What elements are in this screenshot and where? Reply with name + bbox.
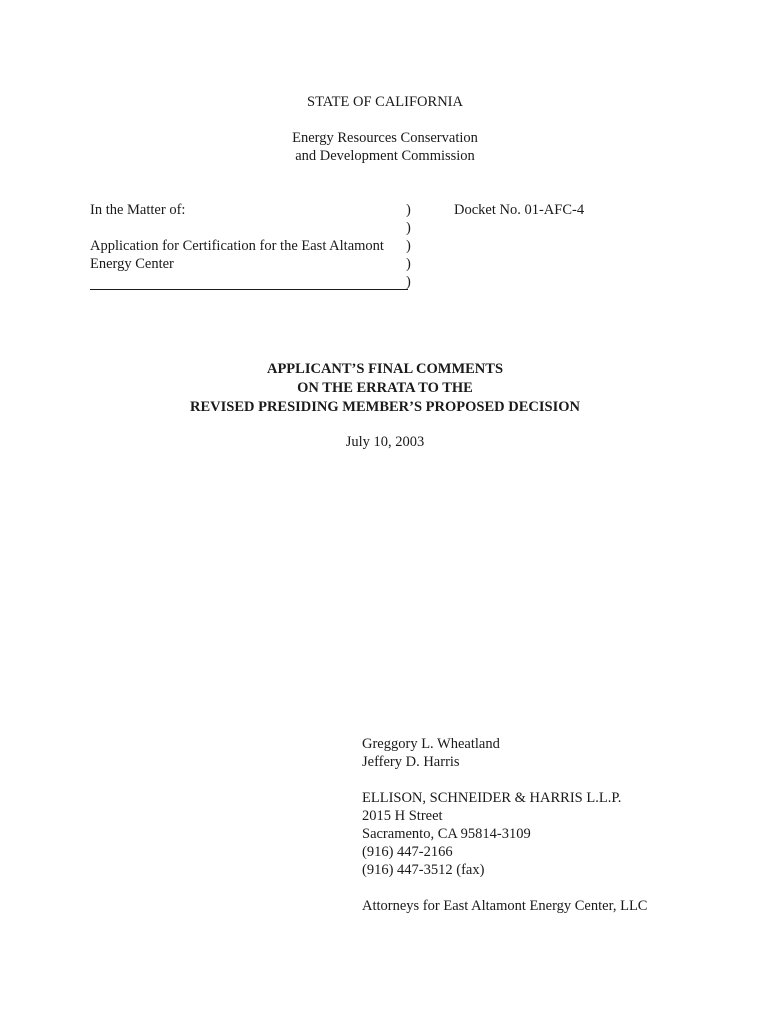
matter-line-1: Application for Certification for the East Altamont <box>90 238 384 254</box>
fax-number: (916) 447-3512 (fax) <box>362 862 485 878</box>
attorney-name: Jeffery D. Harris <box>362 754 460 770</box>
state-heading: STATE OF CALIFORNIA <box>307 94 463 110</box>
city-address: Sacramento, CA 95814-3109 <box>362 826 531 842</box>
attorney-name: Greggory L. Wheatland <box>362 736 500 752</box>
matter-line-2: Energy Center <box>90 256 174 272</box>
caption-matter <box>90 201 420 273</box>
agency-name <box>0 129 770 165</box>
title-line-1: APPLICANT’S FINAL COMMENTS <box>266 361 504 377</box>
paren: ) <box>406 274 411 290</box>
firm-name: ELLISON, SCHNEIDER & HARRIS L.L.P. <box>362 790 622 806</box>
title-line-3: REVISED PRESIDING MEMBER’S PROPOSED DECISION <box>190 399 580 415</box>
matter-label: In the Matter of: <box>90 202 186 218</box>
paren: ) <box>406 238 411 254</box>
street-address: 2015 H Street <box>362 808 443 824</box>
docket-number: Docket No. 01-AFC-4 <box>454 202 585 218</box>
phone-number: (916) 447-2166 <box>362 844 453 860</box>
agency-line-1: Energy Resources Conservation <box>292 130 478 146</box>
caption-parentheses <box>406 201 418 291</box>
caption-underline <box>90 289 408 290</box>
client-line: Attorneys for East Altamont Energy Center, LLC <box>362 898 648 914</box>
document-date: July 10, 2003 <box>345 434 425 450</box>
spacer <box>362 771 762 789</box>
paren: ) <box>406 256 411 272</box>
spacer <box>362 879 762 897</box>
agency-line-2: and Development Commission <box>295 148 475 164</box>
document-title <box>0 360 770 417</box>
counsel-block <box>362 735 762 915</box>
title-line-2: ON THE ERRATA TO THE <box>297 380 473 396</box>
paren: ) <box>406 220 411 236</box>
matter-spacer <box>90 219 420 237</box>
paren: ) <box>406 202 411 218</box>
